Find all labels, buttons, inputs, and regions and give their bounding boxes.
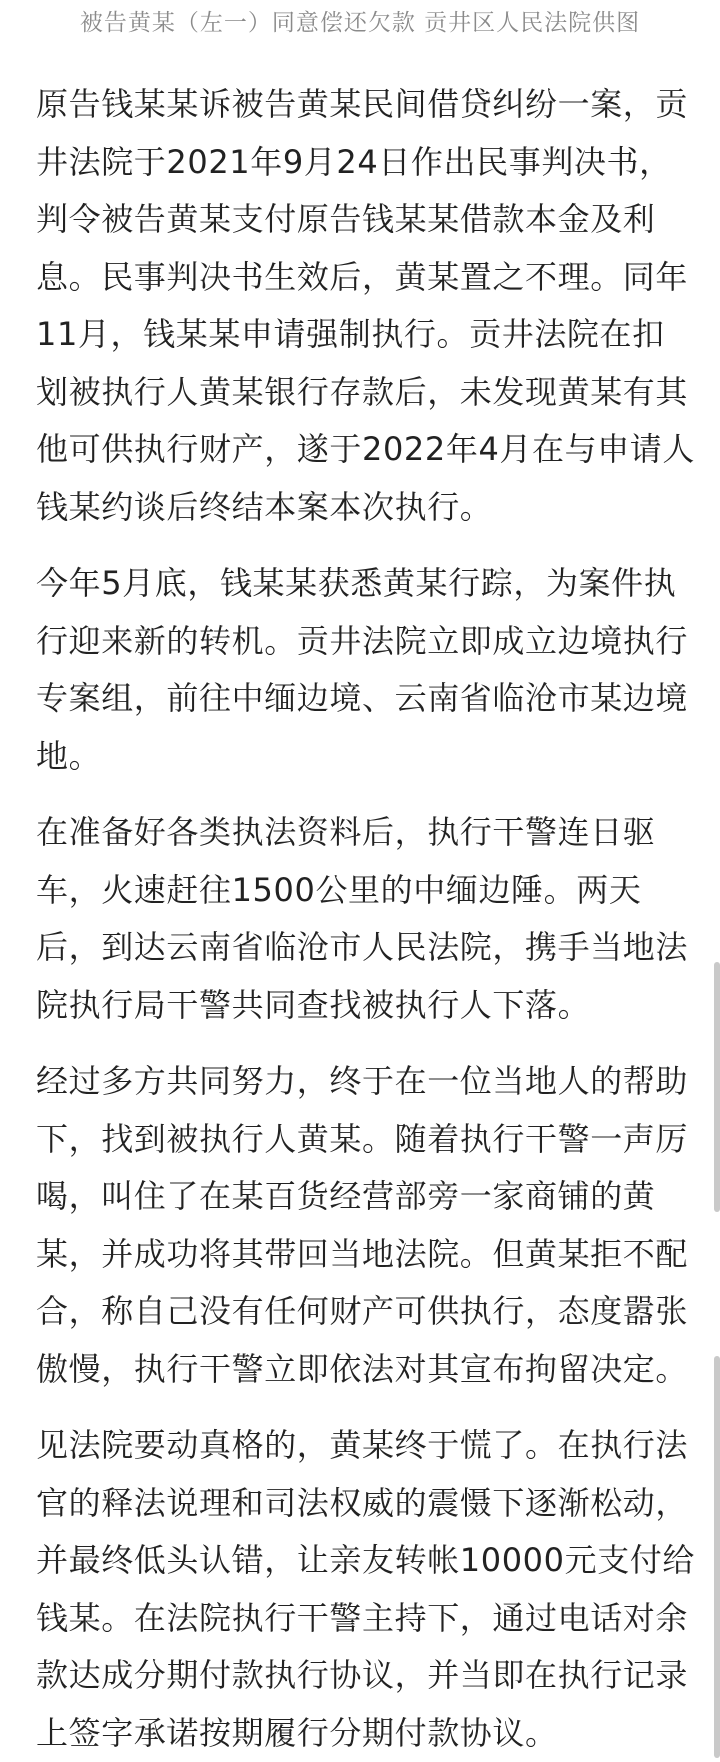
article-paragraph-3: 在准备好各类执法资料后，执行干警连日驱车，火速赶往1500公里的中缅边陲。两天后，到达云南省临沧市人民法院，携手当地法院执行局干警共同查找被执行人下落。 (36, 813, 689, 1024)
article-body (36, 76, 696, 1762)
scrollbar-thumb-lower[interactable] (714, 1356, 720, 1758)
article-paragraph-1: 原告钱某某诉被告黄某民间借贷纠纷一案，贡井法院于2021年9月24日作出民事判决书，判令被告黄某支付原告钱某某借款本金及利息。民事判决书生效后，黄某置之不理。同年11月，钱某某申请强制执行。贡井法院在扣划被执行人黄某银行存款后，未发现黄某有其他可供执行财产，遂于2022年4月在与申请人钱某约谈后终结本案本次执行。 (36, 85, 695, 526)
scrollbar-thumb[interactable] (714, 962, 720, 1212)
image-caption: 被告黄某（左一）同意偿还欠款 贡井区人民法院供图 (79, 10, 641, 36)
article-paragraph-2: 今年5月底，钱某某获悉黄某行踪，为案件执行迎来新的转机。贡井法院立即成立边境执行专案组，前往中缅边境、云南省临沧市某边境地。 (36, 564, 689, 775)
article-paragraph-4: 经过多方共同努力，终于在一位当地人的帮助下，找到被执行人黄某。随着执行干警一声厉喝，叫住了在某百货经营部旁一家商铺的黄某，并成功将其带回当地法院。但黄某拒不配合，称自己没有任何财产可供执行，态度嚣张傲慢，执行干警立即依法对其宣布拘留决定。 (36, 1062, 689, 1388)
article-paragraph-5: 见法院要动真格的，黄某终于慌了。在执行法官的释法说理和司法权威的震慑下逐渐松动，并最终低头认错，让亲友转帐10000元支付给钱某。在法院执行干警主持下，通过电话对余款达成分期付款执行协议，并当即在执行记录上签字承诺按期履行分期付款协议。 (36, 1426, 695, 1752)
